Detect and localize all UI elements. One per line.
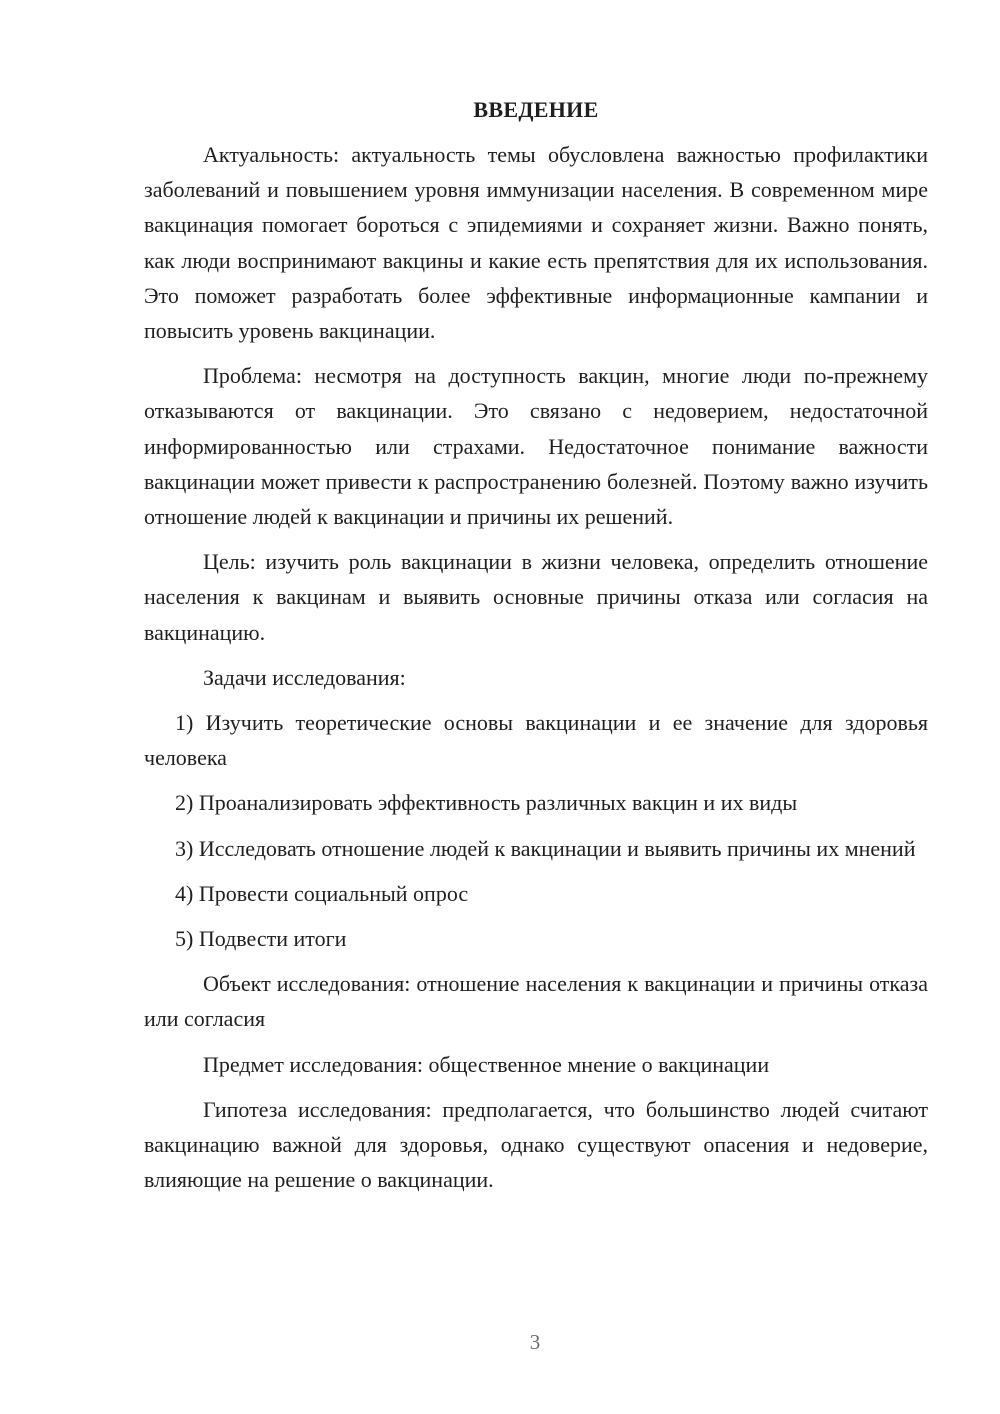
task-item-3: 3) Исследовать отношение людей к вакцинации и выявить причины их мнений xyxy=(175,835,916,861)
paragraph-tasks-heading: Задачи исследования: xyxy=(203,664,406,690)
document-page xyxy=(144,92,928,1197)
paragraph-goal: Цель: изучить роль вакцинации в жизни человека, определить отношение населения к вакцинам и выявить основные причины отказа или согласия на вакцинацию. xyxy=(144,549,928,645)
task-item-5: 5) Подвести итоги xyxy=(175,926,347,952)
paragraph-hypothesis: Гипотеза исследования: предполагается, что большинство людей считают вакцинацию важной для здоровья, однако существуют опасения и недоверие, влияющие на решение о вакцинации. xyxy=(144,1096,928,1193)
task-item-1: 1) Изучить теоретические основы вакцинации и ее значение для здоровья человека xyxy=(144,710,928,771)
paragraph-problem: Проблема: несмотря на доступность вакцин, многие люди по-прежнему отказываются от вакцинации. Это связано с недоверием, недостаточной информированностью или страхами. Недостаточное понимание важности вакцинации может привести к распространению болезней. Поэтому важно изучить отношение людей к вакцинации и причины их решений. xyxy=(144,363,928,530)
paragraph-object: Объект исследования: отношение населения к вакцинации и причины отказа или согласия xyxy=(144,971,928,1032)
task-item-4: 4) Провести социальный опрос xyxy=(175,880,469,906)
section-title: ВВЕДЕНИЕ xyxy=(473,97,599,122)
paragraph-subject: Предмет исследования: общественное мнение о вакцинации xyxy=(203,1051,770,1077)
task-item-2: 2) Проанализировать эффективность различных вакцин и их виды xyxy=(175,790,798,816)
paragraph-relevance: Актуальность: актуальность темы обусловлена важностью профилактики заболеваний и повышением уровня иммунизации населения. В современном мире вакцинация помогает бороться с эпидемиями и сохраняет жизни. Важно понять, как люди воспринимают вакцины и какие есть препятствия для их использования. Это поможет разработать более эффективные информационные кампании и повысить уровень вакцинации. xyxy=(144,142,928,344)
page-number: 3 xyxy=(529,1330,541,1354)
